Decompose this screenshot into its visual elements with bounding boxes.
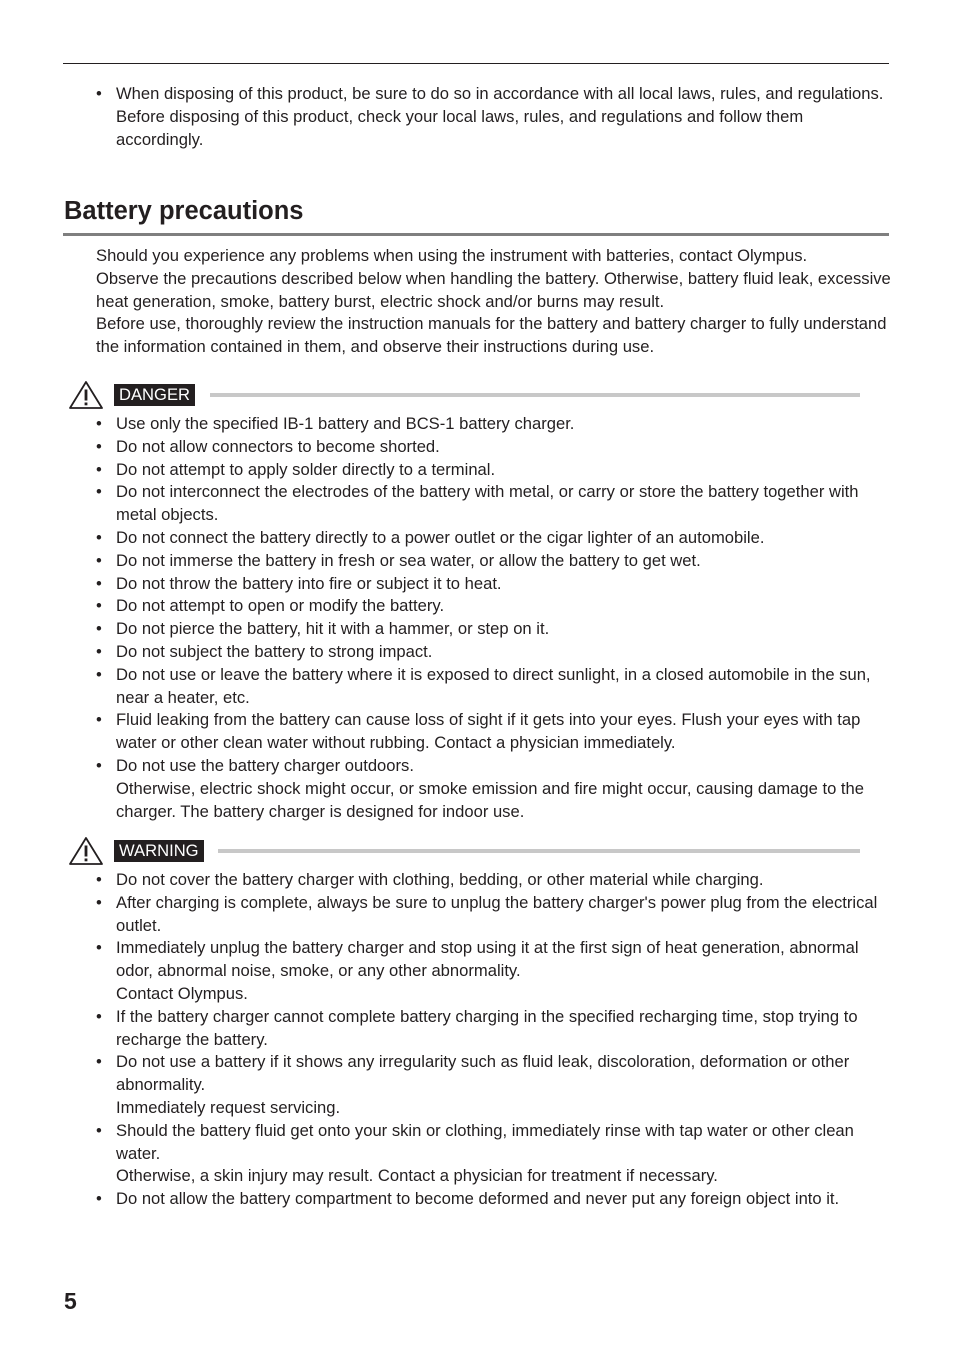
list-item <box>96 1120 888 1188</box>
list-item <box>96 1006 888 1052</box>
warning-triangle-icon <box>68 836 104 866</box>
list-item-text: Otherwise, electric shock might occur, or smoke emission and fire might occur, causing damage to the charger. The battery charger is designed for indoor use. <box>116 778 864 821</box>
list-item-text: • When disposing of this product, be sure to do so in accordance with all local laws, rules, and regulations. <box>116 84 884 103</box>
section-intro <box>96 245 896 359</box>
list-item <box>96 1051 888 1119</box>
list-item-text: • Immediately unplug the battery charger and stop using it at the first sign of heat generation, abnormal odor, abnormal noise, smoke, or any other abnormality. <box>116 938 859 981</box>
warning-label: WARNING <box>114 840 204 862</box>
list-item <box>96 83 886 151</box>
list-item <box>96 664 888 710</box>
list-item-text: Contact Olympus. <box>116 983 248 1003</box>
list-item <box>96 892 888 938</box>
danger-signal-header <box>68 380 860 410</box>
page-number: 5 <box>64 1288 77 1314</box>
list-item-text: • Do not use a battery if it shows any irregularity such as fluid leak, discoloration, deformation or other abnormality. <box>116 1052 850 1095</box>
list-item-text: • Do not use the battery charger outdoors. <box>116 755 414 775</box>
intro-paragraph: Should you experience any problems when using the instrument with batteries, contact Olympus. <box>96 246 808 265</box>
intro-paragraph: Observe the precautions described below when handling the battery. Otherwise, battery fluid leak, excessive heat generation, smoke, battery burst, electric shock and/or burns may result. <box>96 268 891 311</box>
warning-triangle-icon <box>68 380 104 410</box>
warning-list <box>96 869 888 1211</box>
list-item-text: Otherwise, a skin injury may result. Contact a physician for treatment if necessary. <box>116 1166 718 1186</box>
list-item <box>96 641 888 664</box>
list-item-text: • Do not attempt to apply solder directly to a terminal. <box>116 459 496 479</box>
list-item-text: • Do not subject the battery to strong impact. <box>116 641 433 661</box>
list-item <box>96 550 888 573</box>
list-item <box>96 869 888 892</box>
list-item-text: • Do not use or leave the battery where it is exposed to direct sunlight, in a closed automobile in the sun, near a heater, etc. <box>116 664 871 707</box>
list-item <box>96 618 888 641</box>
list-item-text: • Do not allow the battery compartment to become deformed and never put any foreign object into it. <box>116 1189 840 1209</box>
list-item <box>96 573 888 596</box>
list-item-text: • Do not pierce the battery, hit it with a hammer, or step on it. <box>116 619 550 639</box>
warning-divider <box>218 849 860 853</box>
list-item-text: • Do not immerse the battery in fresh or sea water, or allow the battery to get wet. <box>116 550 701 570</box>
list-item <box>96 436 888 459</box>
list-item-text: • Use only the specified IB-1 battery and BCS-1 battery charger. <box>116 414 575 433</box>
intro-paragraph: Before use, thoroughly review the instruction manuals for the battery and battery charger to fully understand the information contained in them, and observe their instructions during use. <box>96 314 887 357</box>
list-item <box>96 937 888 1005</box>
list-item-text: • After charging is complete, always be sure to unplug the battery charger's power plug from the electrical outlet. <box>116 892 878 935</box>
section-title-rule <box>63 233 889 236</box>
danger-divider <box>210 393 860 397</box>
disposal-list <box>96 83 886 151</box>
list-item-text: • If the battery charger cannot complete battery charging in the specified recharging time, stop trying to recharge the battery. <box>116 1006 858 1049</box>
list-item-text: • Do not cover the battery charger with clothing, bedding, or other material while charging. <box>116 870 764 889</box>
warning-signal-header <box>68 836 860 866</box>
header-rule <box>63 63 889 64</box>
list-item-text: • Do not throw the battery into fire or subject it to heat. <box>116 573 502 593</box>
list-item <box>96 595 888 618</box>
list-item <box>96 481 888 527</box>
danger-list <box>96 413 888 823</box>
danger-label: DANGER <box>114 384 195 406</box>
list-item-text: • Do not allow connectors to become shorted. <box>116 436 440 456</box>
list-item-text: Immediately request servicing. <box>116 1097 341 1117</box>
list-item-text: • Do not attempt to open or modify the battery. <box>116 596 445 616</box>
list-item <box>96 413 888 436</box>
list-item <box>96 755 888 823</box>
list-item-text: • Do not connect the battery directly to a power outlet or the cigar lighter of an automobile. <box>116 527 765 547</box>
list-item <box>96 1188 888 1211</box>
section-title: Battery precautions <box>64 197 304 225</box>
list-item <box>96 459 888 482</box>
list-item-text: • Should the battery fluid get onto your skin or clothing, immediately rinse with tap water or other clean water. <box>116 1120 854 1163</box>
list-item-text: • Fluid leaking from the battery can cause loss of sight if it gets into your eyes. Flush your eyes with tap water or other clean water without rubbing. Contact a physician immediately. <box>116 710 861 753</box>
list-item-text: Before disposing of this product, check your local laws, rules, and regulations and follow them accordingly. <box>116 106 804 149</box>
list-item <box>96 527 888 550</box>
list-item-text: • Do not interconnect the electrodes of the battery with metal, or carry or store the battery together with metal objects. <box>116 482 859 525</box>
list-item <box>96 709 888 755</box>
